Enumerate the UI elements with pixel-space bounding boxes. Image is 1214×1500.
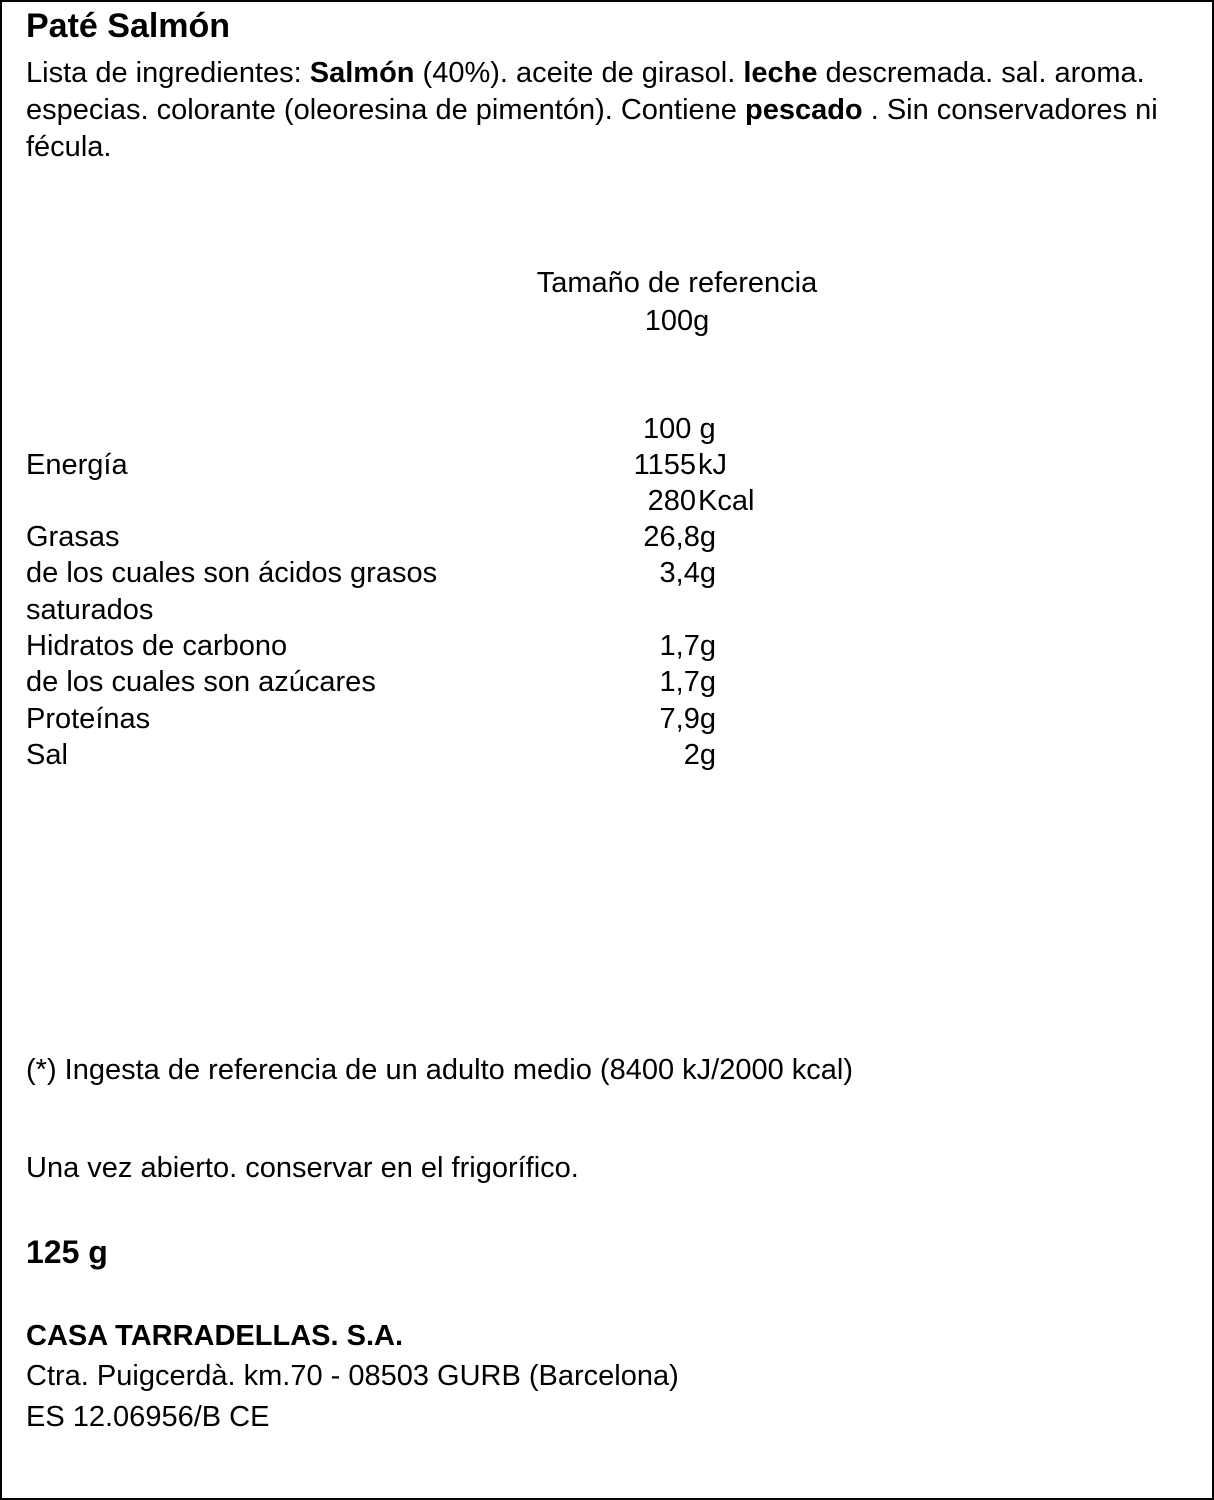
net-weight: 125 g xyxy=(26,1234,108,1270)
company-name: CASA TARRADELLAS. S.A. xyxy=(26,1320,403,1352)
ingredients-part1: (40%). aceite de girasol. xyxy=(414,57,744,89)
energy-kcal-value: 280 xyxy=(647,485,696,517)
nutrition-column-header: 100 g xyxy=(643,413,716,445)
nutrient-label: Grasas xyxy=(26,521,120,553)
nutrient-label: saturados xyxy=(26,594,154,626)
ingredients-prefix: Lista de ingredientes: xyxy=(26,57,310,89)
reference-size-value: 100g xyxy=(644,305,710,337)
energy-label: Energía xyxy=(26,449,128,481)
nutrient-value: 2g xyxy=(683,739,716,771)
nutrient-value: 7,9g xyxy=(659,703,716,735)
nutrient-label: Hidratos de carbono xyxy=(26,630,288,662)
nutrient-label: de los cuales son azúcares xyxy=(26,666,376,698)
ingredients-part3: . Sin conservadores ni fécula. xyxy=(26,94,1158,163)
reference-intake-footnote: (*) Ingesta de referencia de un adulto medio (8400 kJ/2000 kcal) xyxy=(26,1054,853,1086)
reference-size-label: Tamaño de referencia xyxy=(536,267,818,299)
storage-instructions: Una vez abierto. conservar en el frigorífico. xyxy=(26,1152,579,1184)
ingredient-pescado: pescado xyxy=(744,94,863,126)
nutrient-label: Proteínas xyxy=(26,703,151,735)
nutrient-value: 1,7g xyxy=(659,630,716,662)
product-title: Paté Salmón xyxy=(26,7,231,45)
nutrient-value: 1,7g xyxy=(659,666,716,698)
nutrient-value: 26,8g xyxy=(643,521,716,553)
energy-kj-unit: kJ xyxy=(698,449,727,481)
energy-kj-value: 1155 xyxy=(633,449,696,481)
nutrient-value: 3,4g xyxy=(659,557,716,589)
ingredient-leche: leche xyxy=(743,57,818,89)
ingredient-salmon: Salmón xyxy=(309,57,415,89)
energy-kcal-unit: Kcal xyxy=(698,485,755,517)
sanitary-registry: ES 12.06956/B CE xyxy=(26,1401,270,1433)
ingredients-list xyxy=(26,55,1196,166)
nutrient-label: de los cuales son ácidos grasos xyxy=(26,557,438,589)
nutrient-label: Sal xyxy=(26,739,68,771)
company-address: Ctra. Puigcerdà. km.70 - 08503 GURB (Barcelona) xyxy=(26,1360,679,1392)
ingredients-part2: descremada. sal. aroma. especias. colorante (oleoresina de pimentón). Contiene xyxy=(26,57,1145,126)
